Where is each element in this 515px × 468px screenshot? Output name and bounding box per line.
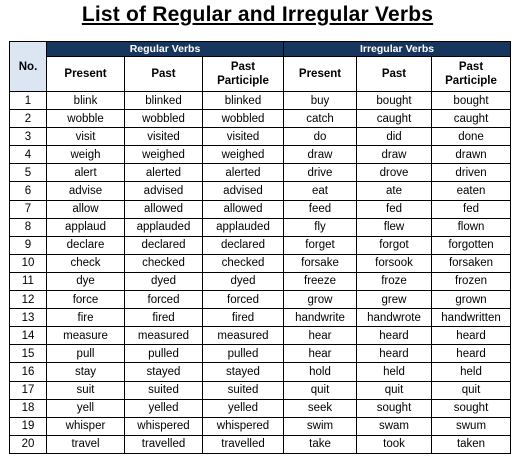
- cell-irregular-past: drove: [357, 164, 432, 182]
- cell-irregular-past-participle: heard: [432, 345, 511, 363]
- cell-irregular-present: forget: [284, 236, 357, 254]
- table-row: [10, 92, 511, 110]
- cell-regular-present: allow: [47, 200, 125, 218]
- cell-regular-past: declared: [125, 236, 203, 254]
- cell-regular-past: wobbled: [125, 110, 203, 128]
- cell-regular-past: forced: [125, 291, 203, 309]
- cell-irregular-past: quit: [357, 381, 432, 399]
- cell-irregular-present: drive: [284, 164, 357, 182]
- row-number: 10: [10, 254, 47, 272]
- cell-regular-present: wobble: [47, 110, 125, 128]
- verbs-table: [9, 41, 511, 454]
- cell-regular-present: blink: [47, 92, 125, 110]
- cell-irregular-past: sought: [357, 399, 432, 417]
- cell-regular-past-participle: advised: [203, 182, 284, 200]
- page-title: List of Regular and Irregular Verbs: [81, 3, 434, 26]
- cell-regular-past-participle: allowed: [203, 200, 284, 218]
- column-header-regular-present: Present: [47, 57, 125, 92]
- cell-regular-past-participle: applauded: [203, 218, 284, 236]
- cell-irregular-past: froze: [357, 272, 432, 290]
- row-number: 1: [10, 92, 47, 110]
- row-number: 3: [10, 128, 47, 146]
- cell-irregular-past-participle: caught: [432, 110, 511, 128]
- cell-irregular-present: swim: [284, 417, 357, 435]
- row-number: 6: [10, 182, 47, 200]
- cell-regular-present: pull: [47, 345, 125, 363]
- cell-regular-past-participle: suited: [203, 381, 284, 399]
- cell-regular-present: fire: [47, 309, 125, 327]
- cell-regular-present: suit: [47, 381, 125, 399]
- cell-regular-present: check: [47, 254, 125, 272]
- table-row: [10, 182, 511, 200]
- cell-regular-present: travel: [47, 435, 125, 453]
- cell-irregular-present: fly: [284, 218, 357, 236]
- cell-regular-present: visit: [47, 128, 125, 146]
- column-header-irregular-present: Present: [284, 57, 357, 92]
- table-row: [10, 218, 511, 236]
- cell-irregular-past: grew: [357, 291, 432, 309]
- cell-regular-past-participle: fired: [203, 309, 284, 327]
- cell-regular-present: stay: [47, 363, 125, 381]
- cell-irregular-present: hear: [284, 345, 357, 363]
- cell-irregular-past: forgot: [357, 236, 432, 254]
- table-row: [10, 345, 511, 363]
- row-number: 5: [10, 164, 47, 182]
- row-number: 12: [10, 291, 47, 309]
- cell-regular-past: alerted: [125, 164, 203, 182]
- table-row: [10, 236, 511, 254]
- cell-regular-past-participle: pulled: [203, 345, 284, 363]
- row-number: 8: [10, 218, 47, 236]
- cell-irregular-present: seek: [284, 399, 357, 417]
- cell-regular-present: advise: [47, 182, 125, 200]
- table-row: [10, 435, 511, 453]
- row-number: 14: [10, 327, 47, 345]
- cell-regular-past: stayed: [125, 363, 203, 381]
- column-header-no: No.: [10, 42, 47, 92]
- table-row: [10, 200, 511, 218]
- column-header-regular-past-participle: [203, 57, 284, 92]
- row-number: 2: [10, 110, 47, 128]
- cell-regular-past-participle: alerted: [203, 164, 284, 182]
- row-number: 11: [10, 272, 47, 290]
- group-header-regular: Regular Verbs: [47, 42, 284, 57]
- cell-irregular-past: forsook: [357, 254, 432, 272]
- cell-irregular-past-participle: forgotten: [432, 236, 511, 254]
- cell-irregular-past-participle: held: [432, 363, 511, 381]
- cell-irregular-past-participle: driven: [432, 164, 511, 182]
- cell-regular-past: advised: [125, 182, 203, 200]
- table-row: [10, 381, 511, 399]
- cell-irregular-present: handwrite: [284, 309, 357, 327]
- cell-regular-present: declare: [47, 236, 125, 254]
- cell-irregular-present: quit: [284, 381, 357, 399]
- cell-regular-past-participle: whispered: [203, 417, 284, 435]
- past-participle-line-2: Participle: [217, 75, 269, 87]
- cell-irregular-past: swam: [357, 417, 432, 435]
- column-header-regular-past: Past: [125, 57, 203, 92]
- cell-irregular-past: draw: [357, 146, 432, 164]
- table-row: [10, 291, 511, 309]
- cell-regular-present: force: [47, 291, 125, 309]
- cell-irregular-present: draw: [284, 146, 357, 164]
- cell-irregular-present: buy: [284, 92, 357, 110]
- row-number: 15: [10, 345, 47, 363]
- cell-regular-past-participle: visited: [203, 128, 284, 146]
- cell-irregular-present: take: [284, 435, 357, 453]
- cell-irregular-past-participle: heard: [432, 327, 511, 345]
- row-number: 4: [10, 146, 47, 164]
- past-participle-line-1: Past: [458, 61, 484, 73]
- table-row: [10, 399, 511, 417]
- group-header-irregular: Irregular Verbs: [284, 42, 511, 57]
- cell-regular-present: applaud: [47, 218, 125, 236]
- cell-irregular-past-participle: forsaken: [432, 254, 511, 272]
- cell-irregular-present: catch: [284, 110, 357, 128]
- table-row: [10, 272, 511, 290]
- table-row: [10, 110, 511, 128]
- verb-rows: [10, 92, 511, 454]
- cell-irregular-past: caught: [357, 110, 432, 128]
- cell-irregular-past-participle: done: [432, 128, 511, 146]
- cell-regular-past: dyed: [125, 272, 203, 290]
- cell-regular-past: allowed: [125, 200, 203, 218]
- cell-irregular-past-participle: quit: [432, 381, 511, 399]
- cell-regular-past: pulled: [125, 345, 203, 363]
- cell-regular-past: applauded: [125, 218, 203, 236]
- cell-irregular-past: flew: [357, 218, 432, 236]
- cell-irregular-present: feed: [284, 200, 357, 218]
- cell-irregular-present: forsake: [284, 254, 357, 272]
- cell-regular-past: suited: [125, 381, 203, 399]
- cell-regular-past: blinked: [125, 92, 203, 110]
- cell-irregular-past: ate: [357, 182, 432, 200]
- cell-irregular-past-participle: handwritten: [432, 309, 511, 327]
- cell-regular-past-participle: stayed: [203, 363, 284, 381]
- cell-regular-present: alert: [47, 164, 125, 182]
- past-participle-line-2: Participle: [445, 75, 497, 87]
- row-number: 20: [10, 435, 47, 453]
- cell-irregular-past: did: [357, 128, 432, 146]
- table-row: [10, 128, 511, 146]
- cell-irregular-past-participle: swum: [432, 417, 511, 435]
- cell-regular-present: measure: [47, 327, 125, 345]
- cell-regular-past-participle: declared: [203, 236, 284, 254]
- cell-irregular-past: heard: [357, 327, 432, 345]
- cell-regular-past: fired: [125, 309, 203, 327]
- cell-irregular-past: fed: [357, 200, 432, 218]
- cell-regular-past-participle: yelled: [203, 399, 284, 417]
- row-number: 19: [10, 417, 47, 435]
- cell-irregular-past-participle: bought: [432, 92, 511, 110]
- table-row: [10, 146, 511, 164]
- cell-regular-present: whisper: [47, 417, 125, 435]
- cell-irregular-present: grow: [284, 291, 357, 309]
- cell-regular-present: yell: [47, 399, 125, 417]
- cell-irregular-past: held: [357, 363, 432, 381]
- cell-regular-past: checked: [125, 254, 203, 272]
- cell-irregular-present: do: [284, 128, 357, 146]
- cell-irregular-past-participle: frozen: [432, 272, 511, 290]
- cell-regular-past-participle: weighed: [203, 146, 284, 164]
- table-row: [10, 309, 511, 327]
- cell-regular-past-participle: travelled: [203, 435, 284, 453]
- cell-regular-present: weigh: [47, 146, 125, 164]
- cell-irregular-past-participle: flown: [432, 218, 511, 236]
- cell-regular-past: whispered: [125, 417, 203, 435]
- cell-regular-past-participle: wobbled: [203, 110, 284, 128]
- cell-irregular-past-participle: taken: [432, 435, 511, 453]
- column-header-irregular-past: Past: [357, 57, 432, 92]
- cell-irregular-past: handwrote: [357, 309, 432, 327]
- cell-regular-past: yelled: [125, 399, 203, 417]
- table-row: [10, 327, 511, 345]
- column-header-irregular-past-participle: [432, 57, 511, 92]
- table-row: [10, 363, 511, 381]
- cell-irregular-past-participle: eaten: [432, 182, 511, 200]
- cell-regular-past: travelled: [125, 435, 203, 453]
- cell-regular-past-participle: blinked: [203, 92, 284, 110]
- past-participle-line-1: Past: [230, 61, 256, 73]
- cell-irregular-present: hold: [284, 363, 357, 381]
- cell-regular-past: visited: [125, 128, 203, 146]
- cell-regular-present: dye: [47, 272, 125, 290]
- cell-irregular-present: freeze: [284, 272, 357, 290]
- cell-regular-past-participle: dyed: [203, 272, 284, 290]
- cell-irregular-past: bought: [357, 92, 432, 110]
- cell-regular-past-participle: checked: [203, 254, 284, 272]
- cell-irregular-present: eat: [284, 182, 357, 200]
- table-row: [10, 417, 511, 435]
- cell-irregular-past-participle: fed: [432, 200, 511, 218]
- cell-irregular-past-participle: grown: [432, 291, 511, 309]
- cell-regular-past-participle: measured: [203, 327, 284, 345]
- cell-regular-past-participle: forced: [203, 291, 284, 309]
- row-number: 7: [10, 200, 47, 218]
- row-number: 13: [10, 309, 47, 327]
- cell-irregular-past-participle: sought: [432, 399, 511, 417]
- cell-irregular-present: hear: [284, 327, 357, 345]
- row-number: 16: [10, 363, 47, 381]
- cell-irregular-past: heard: [357, 345, 432, 363]
- table-row: [10, 254, 511, 272]
- cell-irregular-past: took: [357, 435, 432, 453]
- cell-irregular-past-participle: drawn: [432, 146, 511, 164]
- row-number: 17: [10, 381, 47, 399]
- cell-regular-past: weighed: [125, 146, 203, 164]
- table-row: [10, 164, 511, 182]
- cell-regular-past: measured: [125, 327, 203, 345]
- row-number: 9: [10, 236, 47, 254]
- row-number: 18: [10, 399, 47, 417]
